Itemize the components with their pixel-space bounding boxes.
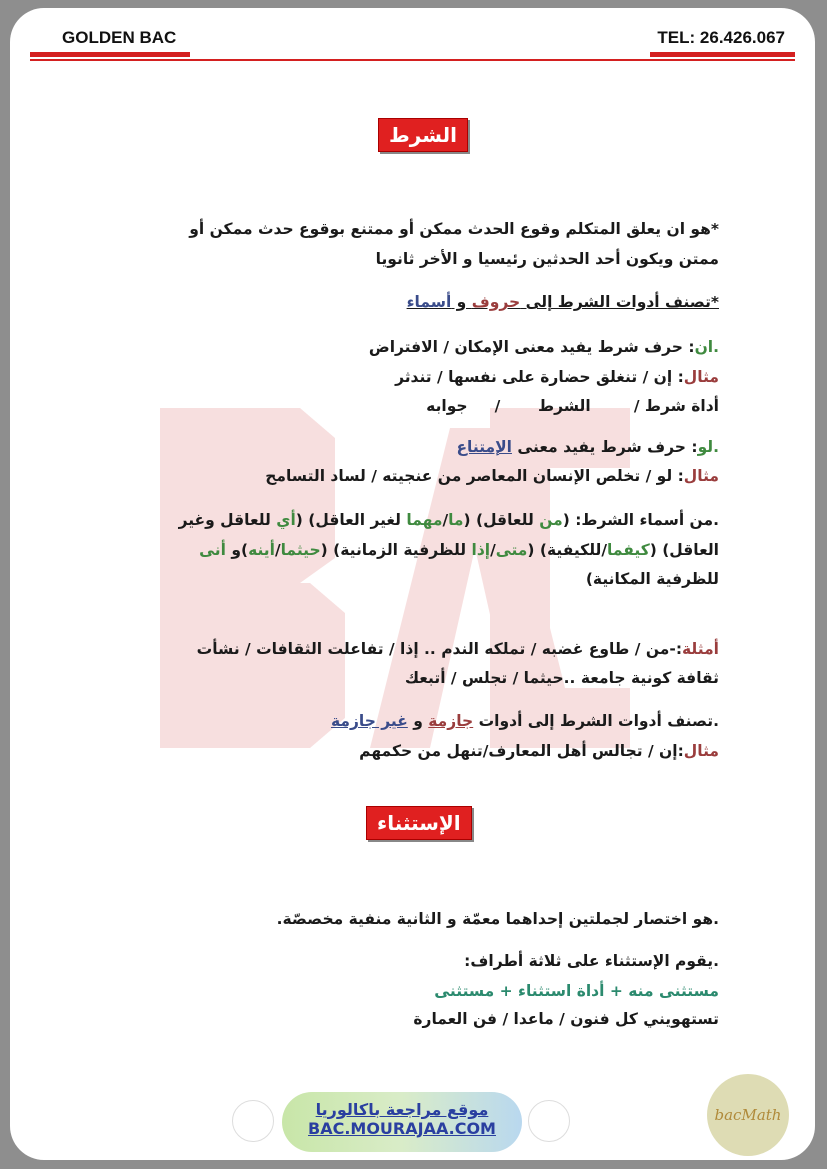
names-l1-d: للعاقل وغير bbox=[178, 511, 277, 529]
header-bar-right bbox=[650, 52, 795, 57]
name-mata: متى bbox=[495, 541, 528, 559]
names-l2-a: العاقل) ( bbox=[649, 541, 719, 559]
names-slash-1: / bbox=[442, 511, 449, 529]
site-name-arabic[interactable]: موقع مراجعة باكالوريا bbox=[315, 1100, 489, 1119]
stamp-text-a: bac bbox=[714, 1106, 742, 1124]
mood-ghayr: غير جازمة bbox=[330, 712, 408, 730]
names-l1-a: .من أسماء الشرط: ( bbox=[562, 511, 719, 529]
in-definition bbox=[100, 338, 719, 356]
condition-mood bbox=[100, 712, 719, 730]
example-2-text: : لو / تخلص الإنسان المعاصر من عنجيته / لساد التسامح bbox=[265, 467, 684, 485]
example-3 bbox=[100, 640, 719, 658]
example-3-label: أمثلة bbox=[682, 640, 719, 658]
classification-prefix: *تصنف أدوات الشرط إلى bbox=[520, 293, 719, 311]
example-3-line2: ثقافة كونية جامعة ..حيثما / تجلس / أتبعك bbox=[404, 669, 719, 687]
condition-definition-line2: ممتن ويكون أحد الحدثين رئيسيا و الأخر ثانويا bbox=[375, 250, 719, 268]
names-l2-c: للظرفية الزمانية) ( bbox=[320, 541, 472, 559]
bacmath-stamp-logo bbox=[707, 1074, 789, 1156]
names-l2-b: /للكيفية) ( bbox=[527, 541, 608, 559]
example-3-text: :-من / طاوع غضبه / تملكه الندم .. إذا / تفاعلت الثقافات / نشأت bbox=[196, 640, 683, 658]
names-l1-b: للعاقل) ( bbox=[463, 511, 540, 529]
brand-label: GOLDEN BAC bbox=[62, 28, 177, 47]
in-label: .ان bbox=[694, 338, 719, 356]
law-definition bbox=[100, 438, 719, 456]
site-logo-right-icon bbox=[528, 1100, 570, 1142]
law-text: : حرف شرط يفيد معنى bbox=[511, 438, 698, 456]
names-l2-d: )و bbox=[225, 541, 249, 559]
name-haythuma: حيثما bbox=[280, 541, 321, 559]
condition-definition-line1: *هو ان يعلق المتكلم وقوع الحدث ممكن أو ممتنع بوقوع حدث ممكن أو bbox=[189, 220, 719, 238]
example-2-label: مثال bbox=[683, 467, 719, 485]
mood-and: و bbox=[407, 712, 429, 730]
condition-names-line3: للظرفية المكانية) bbox=[585, 570, 719, 588]
names-slash-2: / bbox=[490, 541, 496, 559]
condition-classification bbox=[100, 293, 719, 311]
exception-parts-intro: .يقوم الإستثناء على ثلاثة أطراف: bbox=[464, 952, 719, 970]
name-ay: أي bbox=[276, 511, 296, 529]
example-4-text: :إن / تجالس أهل المعارف/تنهل من حكمهم bbox=[359, 742, 684, 760]
stamp-text-b: Math bbox=[741, 1106, 782, 1124]
classification-letters: حروف bbox=[471, 293, 521, 311]
name-man: من bbox=[539, 511, 563, 529]
name-kayfama: كيفما bbox=[607, 541, 650, 559]
example-1-label: مثال bbox=[683, 368, 719, 386]
condition-names-line1 bbox=[100, 511, 719, 529]
example-1 bbox=[100, 368, 719, 386]
name-mahma: مهما bbox=[406, 511, 443, 529]
example-2 bbox=[100, 467, 719, 485]
in-text: : حرف شرط يفيد معنى الإمكان / الافتراض bbox=[368, 338, 695, 356]
name-ma: ما bbox=[448, 511, 464, 529]
law-label: .لو bbox=[697, 438, 719, 456]
header-rule bbox=[30, 59, 795, 61]
site-url[interactable]: BAC.MOURAJAA.COM bbox=[308, 1119, 496, 1138]
site-logo-left-icon bbox=[232, 1100, 274, 1142]
document-page bbox=[10, 8, 815, 1160]
header-bar-left bbox=[30, 52, 190, 57]
mood-prefix: .تصنف أدوات الشرط إلى أدوات bbox=[473, 712, 719, 730]
example-4 bbox=[100, 742, 719, 760]
classification-and: و bbox=[451, 293, 472, 311]
example-1-text: : إن / تنغلق حضارة على نفسها / تندثر bbox=[395, 368, 684, 386]
mood-jazima: جازمة bbox=[428, 712, 474, 730]
site-badge[interactable] bbox=[282, 1092, 522, 1152]
name-ida: إذا bbox=[471, 541, 491, 559]
section-title-condition: الشرط bbox=[378, 118, 468, 152]
exception-definition: .هو اختصار لجملتين إحداهما معمّة و الثانية منفية مخصصّة. bbox=[276, 910, 719, 928]
section-title-exception: الإستثناء bbox=[366, 806, 472, 840]
exception-example: تستهويني كل فنون / ماعدا / فن العمارة bbox=[413, 1010, 719, 1028]
name-anna: أنى bbox=[199, 541, 226, 559]
name-ayna: أينه bbox=[248, 541, 275, 559]
classification-names: أسماء bbox=[406, 293, 452, 311]
example-4-label: مثال bbox=[683, 742, 719, 760]
phone-label: TEL: 26.426.067 bbox=[657, 28, 785, 47]
example-1-roles: أداة شرط / الشرط / جوابه bbox=[426, 397, 719, 415]
names-l1-c: لغير العاقل) ( bbox=[295, 511, 407, 529]
condition-names-line2 bbox=[100, 541, 719, 559]
law-meaning: الإمتناع bbox=[456, 438, 512, 456]
exception-parts: مستثنى منه + أداة استثناء + مستثنى bbox=[434, 982, 719, 1000]
names-slash-3: / bbox=[274, 541, 281, 559]
